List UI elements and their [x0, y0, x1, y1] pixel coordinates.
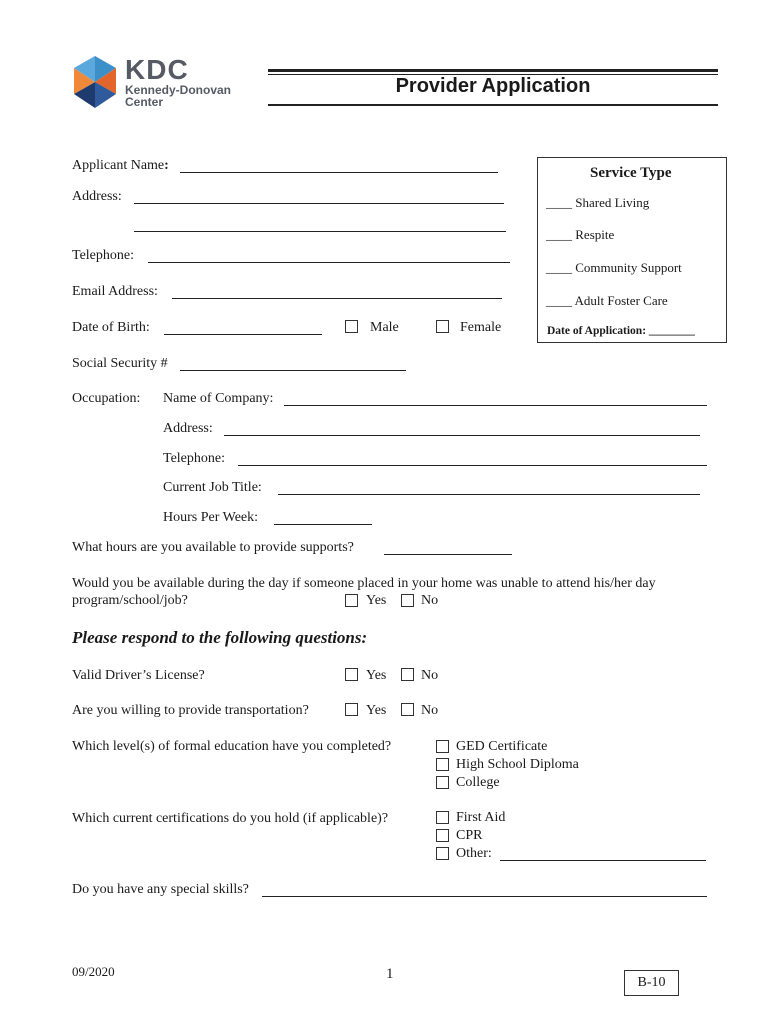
title-rule-top	[268, 69, 718, 72]
day-availability-no-label: No	[421, 593, 439, 608]
form-code-badge: B-10	[624, 970, 679, 996]
address-field-line-1[interactable]	[134, 203, 504, 204]
logo-subtitle	[125, 84, 231, 108]
day-availability-question-line-2: program/school/job?	[72, 593, 188, 608]
questions-section-heading: Please respond to the following questions:	[72, 628, 368, 647]
day-availability-yes-label: Yes	[366, 593, 387, 608]
college-label: College	[456, 775, 500, 790]
address-field-line-2[interactable]	[134, 231, 506, 232]
male-label: Male	[370, 320, 399, 335]
available-hours-field[interactable]	[384, 554, 512, 555]
ged-checkbox[interactable]	[436, 740, 449, 753]
service-type-box	[537, 157, 727, 343]
high-school-checkbox[interactable]	[436, 758, 449, 771]
telephone-field[interactable]	[148, 262, 510, 263]
education-question: Which level(s) of formal education have you completed?	[72, 739, 392, 754]
email-field[interactable]	[172, 298, 502, 299]
dob-field[interactable]	[164, 334, 322, 335]
college-checkbox[interactable]	[436, 776, 449, 789]
license-question: Valid Driver’s License?	[72, 668, 205, 683]
logo-line-2: Center	[125, 95, 164, 109]
special-skills-question: Do you have any special skills?	[72, 882, 249, 897]
logo-line-1: Kennedy-Donovan	[125, 83, 232, 97]
page-title: Provider Application	[395, 75, 591, 97]
license-no-checkbox[interactable]	[401, 668, 414, 681]
transport-question: Are you willing to provide transportation?	[72, 703, 309, 718]
company-name-field[interactable]	[284, 405, 707, 406]
day-availability-question-line-1: Would you be available during the day if someone placed in your home was unable to attend his/her day	[72, 576, 656, 591]
first-aid-checkbox[interactable]	[436, 811, 449, 824]
first-aid-label: First Aid	[456, 810, 506, 825]
address-label: Address:	[72, 189, 122, 204]
service-option-shared-living[interactable]: ____ Shared Living	[546, 195, 650, 210]
hours-per-week-field[interactable]	[274, 524, 372, 525]
other-cert-field[interactable]	[500, 860, 706, 861]
available-hours-question: What hours are you available to provide supports?	[72, 540, 354, 555]
company-name-label: Name of Company:	[163, 391, 274, 406]
cpr-label: CPR	[456, 828, 483, 843]
dob-label: Date of Birth:	[72, 320, 150, 335]
license-no-label: No	[421, 668, 439, 683]
company-address-field[interactable]	[224, 435, 700, 436]
cpr-checkbox[interactable]	[436, 829, 449, 842]
service-option-respite[interactable]: ____ Respite	[546, 227, 615, 242]
ged-label: GED Certificate	[456, 739, 548, 754]
page-number: 1	[386, 966, 394, 982]
ssn-field[interactable]	[180, 370, 406, 371]
job-title-label: Current Job Title:	[163, 480, 262, 495]
date-of-application-label: Date of Application: ________	[547, 325, 695, 337]
applicant-name-field[interactable]	[180, 172, 498, 173]
high-school-label: High School Diploma	[456, 757, 579, 772]
transport-no-label: No	[421, 703, 439, 718]
day-availability-no-checkbox[interactable]	[401, 594, 414, 607]
occupation-label: Occupation:	[72, 391, 141, 406]
other-cert-checkbox[interactable]	[436, 847, 449, 860]
certifications-question: Which current certifications do you hold (if applicable)?	[72, 811, 389, 826]
logo-wordmark: KDC	[125, 54, 189, 85]
job-title-field[interactable]	[278, 494, 700, 495]
other-cert-label: Other:	[456, 846, 492, 861]
transport-yes-label: Yes	[366, 703, 387, 718]
transport-yes-checkbox[interactable]	[345, 703, 358, 716]
service-type-heading: Service Type	[590, 165, 672, 181]
footer-date: 09/2020	[72, 964, 115, 979]
transport-no-checkbox[interactable]	[401, 703, 414, 716]
male-checkbox[interactable]	[345, 320, 358, 333]
special-skills-field[interactable]	[262, 896, 707, 897]
applicant-name-label: Applicant Name:	[72, 158, 169, 173]
hours-per-week-label: Hours Per Week:	[163, 510, 259, 525]
ssn-label: Social Security #	[72, 356, 168, 371]
company-telephone-field[interactable]	[238, 465, 707, 466]
company-address-label: Address:	[163, 421, 213, 436]
female-checkbox[interactable]	[436, 320, 449, 333]
telephone-label: Telephone:	[72, 248, 134, 263]
female-label: Female	[460, 320, 502, 335]
service-option-adult-foster-care[interactable]: ____ Adult Foster Care	[546, 293, 668, 308]
email-label: Email Address:	[72, 284, 158, 299]
license-yes-label: Yes	[366, 668, 387, 683]
license-yes-checkbox[interactable]	[345, 668, 358, 681]
title-rule-bottom	[268, 104, 718, 106]
company-telephone-label: Telephone:	[163, 451, 225, 466]
service-option-community-support[interactable]: ____ Community Support	[546, 260, 682, 275]
kdc-logo-icon	[71, 56, 119, 108]
day-availability-yes-checkbox[interactable]	[345, 594, 358, 607]
